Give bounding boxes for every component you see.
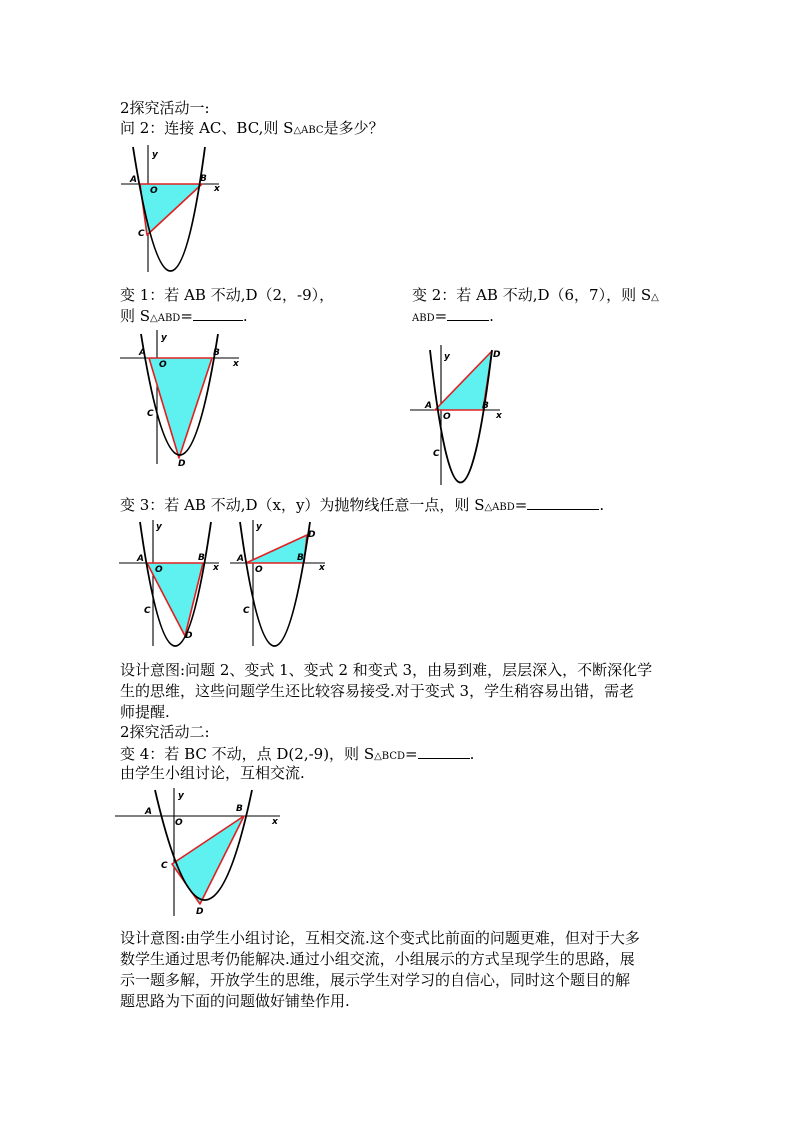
label-y: y [152, 150, 158, 160]
label-b: B [213, 348, 220, 358]
variation-1-line2: 则 S△ABD= . [120, 307, 248, 325]
variation-1-line1: 变 1：若 AB 不动,D（2，-9）， [120, 286, 335, 304]
label-d: D [178, 459, 186, 469]
v4-subscript: △BCD [374, 751, 405, 762]
variation-3: 变 3：若 AB 不动,D（x，y）为抛物线任意一点，则 S△ABD= . [120, 496, 605, 514]
design2-line-4: 题思路为下面的问题做好铺垫作用. [120, 992, 350, 1010]
q2-suffix: 是多少？ [323, 119, 384, 137]
variation-2-line1 [412, 286, 659, 307]
label-o: O [155, 565, 163, 575]
label-a: A [137, 554, 144, 564]
label-o: O [159, 360, 167, 370]
design1-line-3: 师提醒. [120, 703, 170, 721]
design1-line-2: 生的思维，这些问题学生还比较容易接受.对于变式 3，学生稍容易出错，需老 [120, 682, 635, 700]
label-y: y [256, 522, 262, 532]
label-y: y [156, 522, 162, 532]
label-y: y [161, 333, 167, 343]
label-x: x [233, 359, 239, 369]
design2-line-1: 设计意图:由学生小组讨论，互相交流.这个变式比前面的问题更难，但对于大多 [120, 929, 640, 947]
v2-prefix: 变 2：若 AB 不动,D（6，7），则 S [412, 286, 652, 304]
label-c: C [147, 409, 154, 419]
label-x: x [213, 563, 219, 573]
v4-prefix: 变 4：若 BC 不动，点 D(2,-9)，则 S [120, 745, 375, 763]
activity2-heading: 2探究活动二: [120, 723, 210, 741]
label-y: y [444, 352, 450, 362]
label-b: B [200, 174, 207, 184]
label-a: A [139, 348, 146, 358]
label-x: x [496, 411, 502, 421]
label-d: D [185, 631, 193, 641]
v2-subscript-2: ABD [412, 313, 435, 324]
variation-4: 变 4：若 BC 不动，点 D(2,-9)，则 S△BCD= . [120, 745, 475, 763]
label-a: A [145, 807, 152, 817]
discussion: 由学生小组讨论，互相交流. [120, 764, 305, 782]
v2-eq: = [434, 307, 448, 325]
v1-answer-blank[interactable] [193, 306, 243, 321]
label-o: O [255, 565, 263, 575]
figure-v3-right [228, 520, 333, 650]
label-a: A [130, 175, 137, 185]
question-2 [120, 119, 384, 140]
figure-abc [115, 145, 230, 275]
label-b: B [482, 401, 489, 411]
label-c: C [243, 606, 250, 616]
label-c: C [433, 449, 440, 459]
design1-line-1: 设计意图:问题 2、变式 1、变式 2 和变式 3，由易到难，层层深入，不断深化学 [120, 661, 653, 679]
label-b: B [198, 553, 205, 563]
v4-eq: = [405, 745, 418, 763]
figure-bcd [112, 788, 287, 918]
label-y: y [178, 791, 184, 801]
activity1-heading: 2探究活动一: [120, 99, 210, 117]
label-x: x [214, 184, 220, 194]
q2-prefix: 问 2：连接 AC、BC,则 S [120, 119, 294, 137]
v3-eq: = [514, 496, 528, 514]
label-c: C [161, 861, 168, 871]
figure-v2 [405, 345, 510, 490]
design2-line-2: 数学生通过思考仍能解决.通过小组交流，小组展示的方式呈现学生的思路，展 [120, 950, 635, 968]
label-d: D [308, 530, 316, 540]
v2-subscript-1: △ [651, 292, 659, 303]
v1-subscript: △ABD [150, 313, 181, 324]
q2-subscript: △ABC [293, 125, 324, 136]
v1-eq: = [180, 307, 193, 325]
v3-subscript: △ABD [484, 502, 515, 513]
label-d: D [493, 350, 501, 360]
variation-2-line2: ABD= . [412, 307, 494, 325]
label-a: A [237, 554, 244, 564]
v1-prefix: 则 S [120, 307, 151, 325]
figure-v3-left [115, 520, 225, 650]
v3-answer-blank[interactable] [527, 495, 599, 510]
label-b: B [297, 553, 304, 563]
v2-answer-blank[interactable] [447, 306, 489, 321]
label-o: O [443, 412, 451, 422]
label-x: x [272, 817, 278, 827]
design2-line-3: 示一题多解，开放学生的思维，展示学生对学习的自信心，同时这个题目的解 [120, 971, 631, 989]
label-x: x [319, 563, 325, 573]
triangle-abd-v1 [149, 358, 212, 458]
label-b: B [236, 804, 243, 814]
label-a: A [425, 401, 432, 411]
figure-v1 [115, 330, 245, 470]
label-d: D [196, 907, 204, 917]
label-c: C [138, 229, 145, 239]
v4-answer-blank[interactable] [418, 744, 470, 759]
label-o: O [175, 818, 183, 828]
label-o: O [150, 186, 158, 196]
label-c: C [144, 606, 151, 616]
v3-prefix: 变 3：若 AB 不动,D（x，y）为抛物线任意一点，则 S [120, 496, 485, 514]
